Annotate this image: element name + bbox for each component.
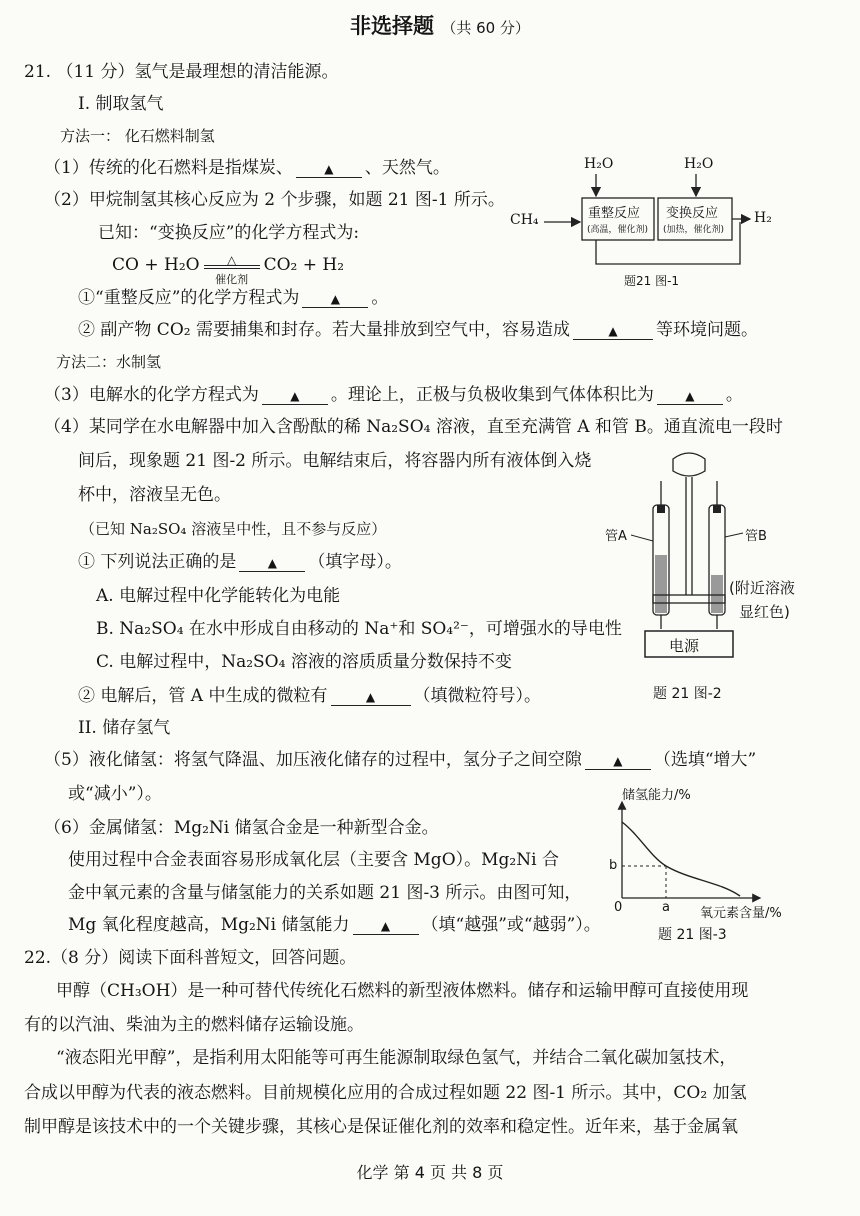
- section-title-text: 非选择题: [350, 14, 434, 38]
- b-label: b: [609, 858, 618, 873]
- answer-blank-9[interactable]: ▲: [353, 918, 419, 935]
- q21-s4-q2-text-b: （填微粒符号）。: [413, 686, 541, 706]
- figure-21-3: [600, 786, 820, 946]
- q21-s4-line2: 间后，现象题 21 图-2 所示。电解结束后，将容器内所有液体倒入烧: [78, 451, 592, 471]
- q21-s6-text-a: Mg 氧化程度越高，Mg₂Ni 储氢能力: [68, 915, 350, 935]
- label-note-2: 显红色): [739, 603, 790, 621]
- label-tube-b: 管B: [745, 529, 767, 544]
- q22-p1-line1: 甲醇（CH₃OH）是一种可替代传统化石燃料的新型液体燃料。储存和运输甲醇可直接使用现: [56, 981, 749, 1001]
- condition-heat: △: [226, 252, 237, 267]
- reaction-condition: [204, 252, 260, 286]
- answer-blank-6[interactable]: ▲: [239, 555, 305, 572]
- q22-p2-line2: 合成以甲醇为代表的液态燃料。目前规模化应用的合成过程如题 22 图-1 所示。其中，CO₂ 加氢: [24, 1083, 747, 1103]
- q21-s2-2-text-b: 等环境问题。: [655, 320, 758, 340]
- y-axis-label: 储氢能力/%: [622, 788, 691, 803]
- q21-s6-text-b: （填“越强”或“越弱”）。: [421, 915, 601, 935]
- q21-part1: I. 制取氢气: [78, 94, 164, 114]
- q21-s2-2: [78, 318, 758, 342]
- answer-blank-1[interactable]: ▲: [296, 161, 362, 178]
- answer-blank-4[interactable]: ▲: [262, 388, 328, 405]
- q21-s4-q1-text-a: ① 下列说法正确的是: [78, 552, 237, 572]
- q21-s2: （2）甲烷制氢其核心反应为 2 个步骤，如题 21 图-1 所示。: [44, 190, 505, 210]
- label-note-1: (附近溶液: [729, 579, 795, 597]
- answer-blank-7[interactable]: ▲: [331, 689, 411, 706]
- a-label: a: [662, 900, 670, 915]
- label-h2o-1: H₂O: [584, 156, 614, 172]
- q21-s6-line1: （6）金属储氢：Mg₂Ni 储氢合金是一种新型合金。: [44, 818, 439, 838]
- equation-bar-top: [204, 265, 260, 266]
- label-box2-cond: (加热，催化剂): [663, 225, 725, 235]
- q22-p2-line1: “液态阳光甲醇”，是指利用太阳能等可再生能源制取绿色氢气，并结合二氧化碳加氢技术，: [56, 1048, 737, 1068]
- q22-stem: 22.（8 分）阅读下面科普短文，回答问题。: [24, 948, 357, 968]
- q21-s3-text-c: 。: [725, 385, 743, 405]
- label-h2o-2: H₂O: [684, 156, 714, 172]
- figure-21-1-caption: 题21 图-1: [624, 274, 680, 288]
- q21-s2-1-text-a: ①“重整反应”的化学方程式为: [78, 288, 300, 308]
- origin-label: 0: [614, 900, 623, 915]
- q21-s4-q1: [78, 550, 402, 574]
- q21-s4-note: （已知 Na₂SO₄ 溶液呈中性，且不参与反应）: [80, 520, 387, 538]
- label-h2: H₂: [754, 210, 772, 226]
- label-box2: 变换反应: [666, 206, 719, 221]
- q21-s6-line4: [68, 913, 601, 937]
- equation-right: CO₂ + H₂: [263, 255, 345, 275]
- q21-s1: [44, 156, 450, 180]
- q22-p2-line3: 制甲醇是该技术中的一个关键步骤，其核心是保证催化剂的效率和稳定性。近年来，基于金属氧: [24, 1117, 738, 1137]
- q21-s4-q2-text-a: ② 电解后，管 A 中生成的微粒有: [78, 686, 328, 706]
- option-a: A. 电解过程中化学能转化为电能: [96, 586, 341, 606]
- label-box1: 重整反应: [588, 206, 641, 221]
- q21-method1: 方法一： 化石燃料制氢: [60, 127, 215, 145]
- q21-s1-text-b: 、天然气。: [364, 158, 450, 178]
- answer-blank-8[interactable]: ▲: [585, 753, 651, 770]
- q21-s4-line3: 杯中，溶液呈无色。: [78, 485, 231, 505]
- figure-21-1: [500, 154, 790, 294]
- figure-21-2-caption: 题 21 图-2: [653, 686, 722, 702]
- answer-blank-5[interactable]: ▲: [657, 388, 723, 405]
- q21-known: 已知：“变换反应”的化学方程式为:: [98, 223, 360, 243]
- q21-s4-q1-text-b: （填字母）。: [308, 552, 402, 572]
- q21-s4-q2: [78, 684, 541, 708]
- q21-s3-text-a: （3）电解水的化学方程式为: [44, 385, 259, 405]
- option-c: C. 电解过程中，Na₂SO₄ 溶液的溶质质量分数保持不变: [96, 652, 512, 672]
- equation-left: CO + H₂O: [112, 255, 200, 275]
- section-subtitle: （共 60 分）: [441, 19, 530, 37]
- q21-s6-line2: 使用过程中合金表面容易形成氧化层（主要含 MgO）。Mg₂Ni 合: [68, 850, 559, 870]
- figure-21-3-caption: 题 21 图-3: [658, 927, 727, 943]
- q21-s5-text-a: （5）液化储氢：将氢气降温、加压液化储存的过程中，氢分子之间空隙: [44, 750, 582, 770]
- label-ch4: CH₄: [510, 212, 539, 228]
- electrolysis-apparatus: [605, 445, 825, 665]
- q21-equation: [112, 252, 345, 286]
- q21-part2: II. 储存氢气: [78, 718, 171, 738]
- q21-s2-1: [78, 286, 388, 310]
- q21-method2: 方法二：水制氢: [56, 353, 162, 371]
- q21-s3: [44, 383, 743, 407]
- q21-s5: [44, 748, 756, 772]
- label-power: 电源: [669, 637, 700, 655]
- q21-s2-1-text-b: 。: [371, 288, 389, 308]
- q21-stem: 21. （11 分）氢气是最理想的清洁能源。: [24, 62, 339, 82]
- funnel-bulb: [673, 453, 705, 476]
- x-axis-label: 氧元素含量/%: [700, 906, 782, 921]
- storage-curve: [622, 822, 740, 896]
- q21-s6-line3: 金中氧元素的含量与储氢能力的关系如题 21 图-3 所示。由图可知，: [68, 883, 582, 903]
- q21-s5-cont: 或“减小”）。: [68, 784, 162, 804]
- q21-s4-line1: （4）某同学在水电解器中加入含酚酞的稀 Na₂SO₄ 溶液，直至充满管 A 和管 B。通直流电一段时: [44, 417, 783, 437]
- figure-21-2: [605, 445, 825, 705]
- answer-blank-3[interactable]: ▲: [573, 323, 653, 340]
- liquid-b: [711, 575, 723, 613]
- q22-p1-line2: 有的以汽油、柴油为主的燃料储存运输设施。: [24, 1015, 364, 1035]
- label-tube-a: 管A: [605, 529, 627, 544]
- label-box1-cond: (高温，催化剂): [587, 225, 649, 235]
- liquid-a: [655, 555, 667, 613]
- hydrogen-storage-chart: [600, 786, 820, 916]
- q21-s1-text-a: （1）传统的化石燃料是指煤炭、: [44, 158, 293, 178]
- q21-s5-text-b: （选填“增大”: [653, 750, 757, 770]
- q21-s2-2-text-a: ② 副产物 CO₂ 需要捕集和封存。若大量排放到空气中，容易造成: [78, 320, 570, 340]
- section-title: [350, 14, 530, 40]
- page-footer: 化学 第 4 页 共 8 页: [356, 1163, 504, 1182]
- q21-s3-text-b: 。理论上，正极与负极收集到气体体积比为: [330, 385, 654, 405]
- option-b: B. Na₂SO₄ 在水中形成自由移动的 Na⁺和 SO₄²⁻，可增强水的导电性: [96, 619, 622, 639]
- answer-blank-2[interactable]: ▲: [302, 291, 368, 308]
- condition-catalyst: 催化剂: [215, 272, 249, 286]
